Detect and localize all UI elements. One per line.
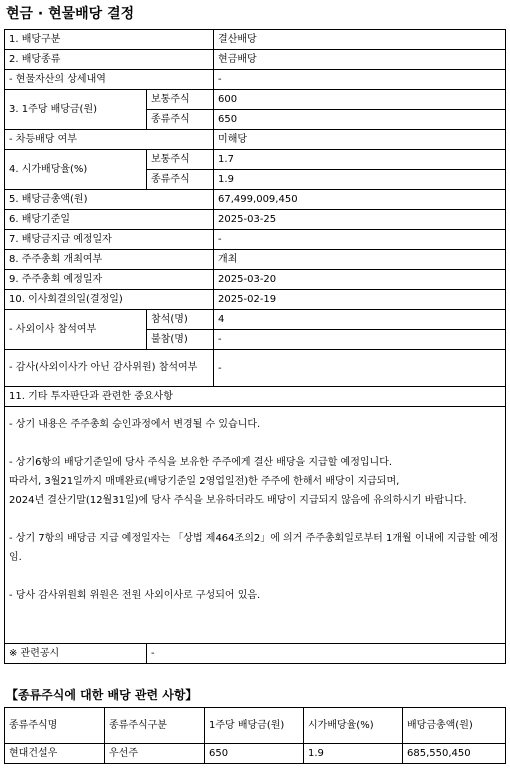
related-value: - — [147, 644, 506, 664]
column-header: 시가배당율(%) — [304, 708, 403, 744]
table-row — [5, 250, 506, 270]
table-row — [5, 310, 506, 330]
table-row — [5, 644, 506, 664]
row-label: 4. 시가배당율(%) — [5, 150, 147, 190]
row-label: - 사외이사 참석여부 — [5, 310, 147, 350]
table-cell: 1.9 — [304, 744, 403, 764]
row-label: 11. 기타 투자판단과 관련한 중요사항 — [5, 387, 506, 407]
row-label: 6. 배당기준일 — [5, 210, 214, 230]
column-header: 종류주식명 — [5, 708, 105, 744]
table-row — [5, 350, 506, 387]
row-value: 개최 — [214, 250, 506, 270]
table-row — [5, 50, 506, 70]
table-row — [5, 130, 506, 150]
row-label: - 현물자산의 상세내역 — [5, 70, 214, 90]
row-value: - — [214, 350, 506, 387]
dividend-decision-table — [4, 29, 506, 664]
row-label: 5. 배당금총액(원) — [5, 190, 214, 210]
row-value: 결산배당 — [214, 30, 506, 50]
note-text: - 상기 내용은 주주총회 승인과정에서 변경될 수 있습니다. — [9, 419, 261, 430]
table-row — [5, 90, 506, 110]
row-value: - — [214, 230, 506, 250]
note-text: 2024년 결산기말(12월31일)에 당사 주식을 보유하더라도 배당이 지급되지 않음에 유의하시기 바랍니다. — [9, 495, 467, 506]
table-header-row — [5, 708, 506, 744]
note-text: - 상기6항의 배당기준일에 당사 주식을 보유한 주주에게 결산 배당을 지급할 예정입니다. — [9, 457, 393, 468]
column-header: 배당금총액(원) — [403, 708, 506, 744]
note-text: 따라서, 3월21일까지 매매완료(배당기준일 2영업일전)한 주주에 한해서 배당이 지급되며, — [9, 476, 400, 487]
table-row — [5, 744, 506, 764]
table-row — [5, 30, 506, 50]
row-value: - — [214, 330, 506, 350]
row-value: 2025-03-20 — [214, 270, 506, 290]
row-sublabel: 참석(명) — [147, 310, 214, 330]
row-value: 미해당 — [214, 130, 506, 150]
column-header: 1주당 배당금(원) — [205, 708, 304, 744]
row-value: 2025-02-19 — [214, 290, 506, 310]
notes-cell — [5, 407, 506, 644]
row-label: 9. 주주총회 예정일자 — [5, 270, 214, 290]
row-sublabel: 불참(명) — [147, 330, 214, 350]
row-value: 4 — [214, 310, 506, 330]
table-cell: 685,550,450 — [403, 744, 506, 764]
note-text: - 상기 7항의 배당금 지급 예정일자는 「상법 제464조의2」에 의거 주주총회일로부터 1개월 이내에 지급할 예정임. — [9, 533, 499, 563]
row-label: 1. 배당구분 — [5, 30, 214, 50]
section-title: 【종류주식에 대한 배당 관련 사항】 — [6, 688, 198, 702]
row-value: 600 — [214, 90, 506, 110]
table-row — [5, 70, 506, 90]
row-label: 3. 1주당 배당금(원) — [5, 90, 147, 130]
related-label: ※ 관련공시 — [5, 644, 147, 664]
table-row — [5, 387, 506, 407]
row-label: 8. 주주총회 개최여부 — [5, 250, 214, 270]
table-row — [5, 230, 506, 250]
row-value: 1.7 — [214, 150, 506, 170]
table-cell: 우선주 — [105, 744, 205, 764]
row-label: 2. 배당종류 — [5, 50, 214, 70]
row-value: 1.9 — [214, 170, 506, 190]
preferred-dividend-table — [4, 707, 506, 764]
row-sublabel: 종류주식 — [147, 110, 214, 130]
row-value: 67,499,009,450 — [214, 190, 506, 210]
table-row — [5, 290, 506, 310]
note-text: - 당사 감사위원회 위원은 전원 사외이사로 구성되어 있음. — [9, 590, 261, 601]
row-value: 650 — [214, 110, 506, 130]
row-sublabel: 보통주식 — [147, 150, 214, 170]
table-cell: 650 — [205, 744, 304, 764]
page-title: 현금 · 현물배당 결정 — [6, 6, 135, 22]
table-row — [5, 150, 506, 170]
row-label: 10. 이사회결의일(결정일) — [5, 290, 214, 310]
row-label: - 차등배당 여부 — [5, 130, 214, 150]
table-row — [5, 210, 506, 230]
row-label: - 감사(사외이사가 아닌 감사위원) 참석여부 — [5, 350, 214, 387]
table-row — [5, 270, 506, 290]
row-sublabel: 보통주식 — [147, 90, 214, 110]
table-row — [5, 190, 506, 210]
row-value: 2025-03-25 — [214, 210, 506, 230]
row-value: 현금배당 — [214, 50, 506, 70]
table-row — [5, 407, 506, 644]
row-sublabel: 종류주식 — [147, 170, 214, 190]
row-value: - — [214, 70, 506, 90]
row-label: 7. 배당금지급 예정일자 — [5, 230, 214, 250]
table-cell: 현대건설우 — [5, 744, 105, 764]
column-header: 종류주식구분 — [105, 708, 205, 744]
